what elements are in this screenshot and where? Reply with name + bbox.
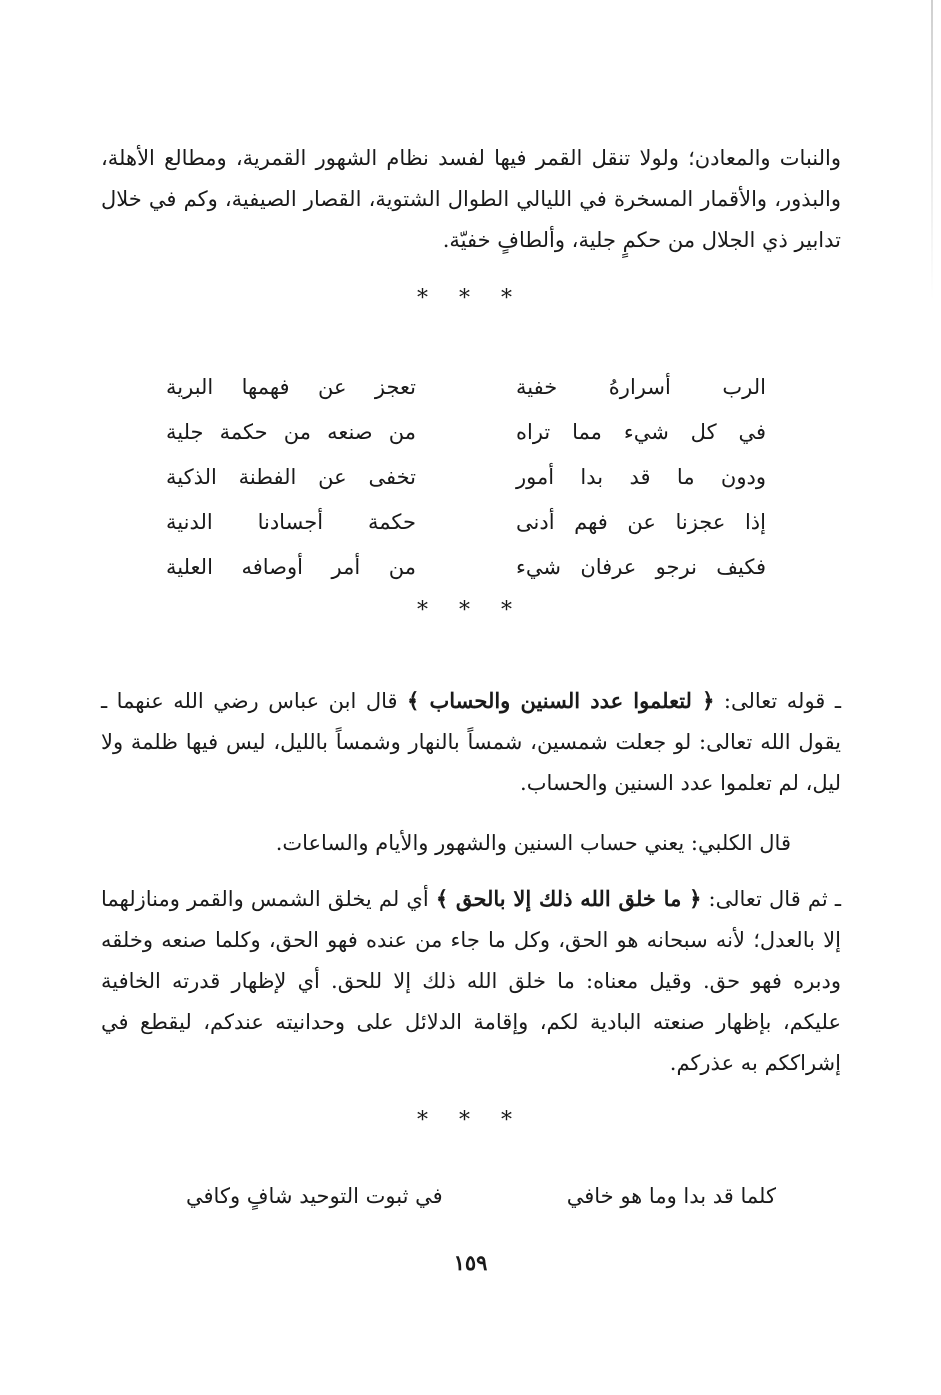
- paragraph-4-text: [101, 878, 841, 1084]
- separator-1: * * *: [417, 286, 524, 311]
- closing-first-hemistich: كلما قد بدا وما هو خافي: [566, 1184, 776, 1208]
- paragraph-3: [101, 823, 791, 864]
- paragraph-4-rest: أي لم يخلق الشمس والقمر ومنازلهما إلا بالعدل؛ لأنه سبحانه هو الحق، وكل ما جاء من عنده فهو الحق، وكلما صنعه وخلقه ودبره فهو حق. وقيل معناه: ما خلق الله ذلك إلا للحق. أي لإظهار قدرته الخافية عليكم، بإظهار صنعته البادية لكم، وإقامة الدلائل على وحدانيته عندكم، ليقطع في إشراككم به عذركم.: [101, 887, 841, 1075]
- verse-second-hemistich: تعجز عن فهمها البرية: [166, 375, 416, 399]
- closing-verse: [186, 1176, 776, 1216]
- paragraph-3-text: قال الكلبي: يعني حساب السنين والشهور والأيام والساعات.: [275, 831, 791, 855]
- paragraph-2-lead: ـ قوله تعالى:: [714, 689, 841, 713]
- verse-second-hemistich: تخفى عن الفطنة الذكية: [166, 465, 416, 489]
- paragraph-1-text: والنبات والمعادن؛ ولولا تنقل القمر فيها لفسد نظام الشهور القمرية، ومطالع الأهلة، والبذور، والأقمار المسخرة في الليالي الطوال الشتوية، القصار الصيفية، وكم في خلال تدابير ذي الجلال من حكمٍ جلية، وألطافٍ خفيّة.: [101, 146, 841, 252]
- paragraph-1: [101, 138, 841, 261]
- paragraph-4: [101, 878, 841, 1084]
- verse-first-hemistich: إذا عجزنا عن فهم أدنى: [516, 510, 766, 534]
- poem-verse: [166, 410, 766, 455]
- separator-3: * * *: [417, 1108, 524, 1133]
- separator-2: * * *: [417, 598, 524, 623]
- verse-first-hemistich: ودون ما قد بدا أمور: [516, 465, 766, 489]
- paragraph-2-text: [101, 680, 841, 804]
- paragraph-4-lead: ـ ثم قال تعالى:: [701, 887, 841, 911]
- page-edge-shadow: [931, 0, 933, 300]
- paragraph-2-rest: قال ابن عباس رضي الله عنهما ـ يقول الله تعالى: لو جعلت شمسين، شمساً بالنهار وشمساً بالليل، ليس فيها ظلمة ولا ليل، لم تعلموا عدد السنين والحساب.: [101, 689, 841, 795]
- page-number: ١٥٩: [453, 1250, 488, 1275]
- verse-first-hemistich: فكيف نرجو عرفان شيء: [516, 555, 766, 579]
- verse-first-hemistich: الرب أسرارهُ خفية: [516, 375, 766, 399]
- poem-verse: [166, 545, 766, 590]
- poem: [166, 365, 766, 590]
- poem-verse: [166, 455, 766, 500]
- quran-quote: ﴿ لتعلموا عدد السنين والحساب ﴾: [407, 688, 715, 713]
- verse-first-hemistich: في كل شيء مما تراه: [516, 420, 766, 444]
- closing-second-hemistich: في ثبوت التوحيد شافٍ وكافي: [186, 1184, 443, 1208]
- quran-quote: ﴿ ما خلق الله ذلك إلا بالحق ﴾: [435, 886, 702, 911]
- poem-verse: [166, 365, 766, 410]
- verse-second-hemistich: حكمة أجسادنا الدنية: [166, 510, 416, 534]
- verse-second-hemistich: من صنعه من حكمة جلية: [166, 420, 416, 444]
- paragraph-2: [101, 680, 841, 804]
- poem-verse: [166, 500, 766, 545]
- verse-second-hemistich: من أمر أوصافه العلية: [166, 555, 416, 579]
